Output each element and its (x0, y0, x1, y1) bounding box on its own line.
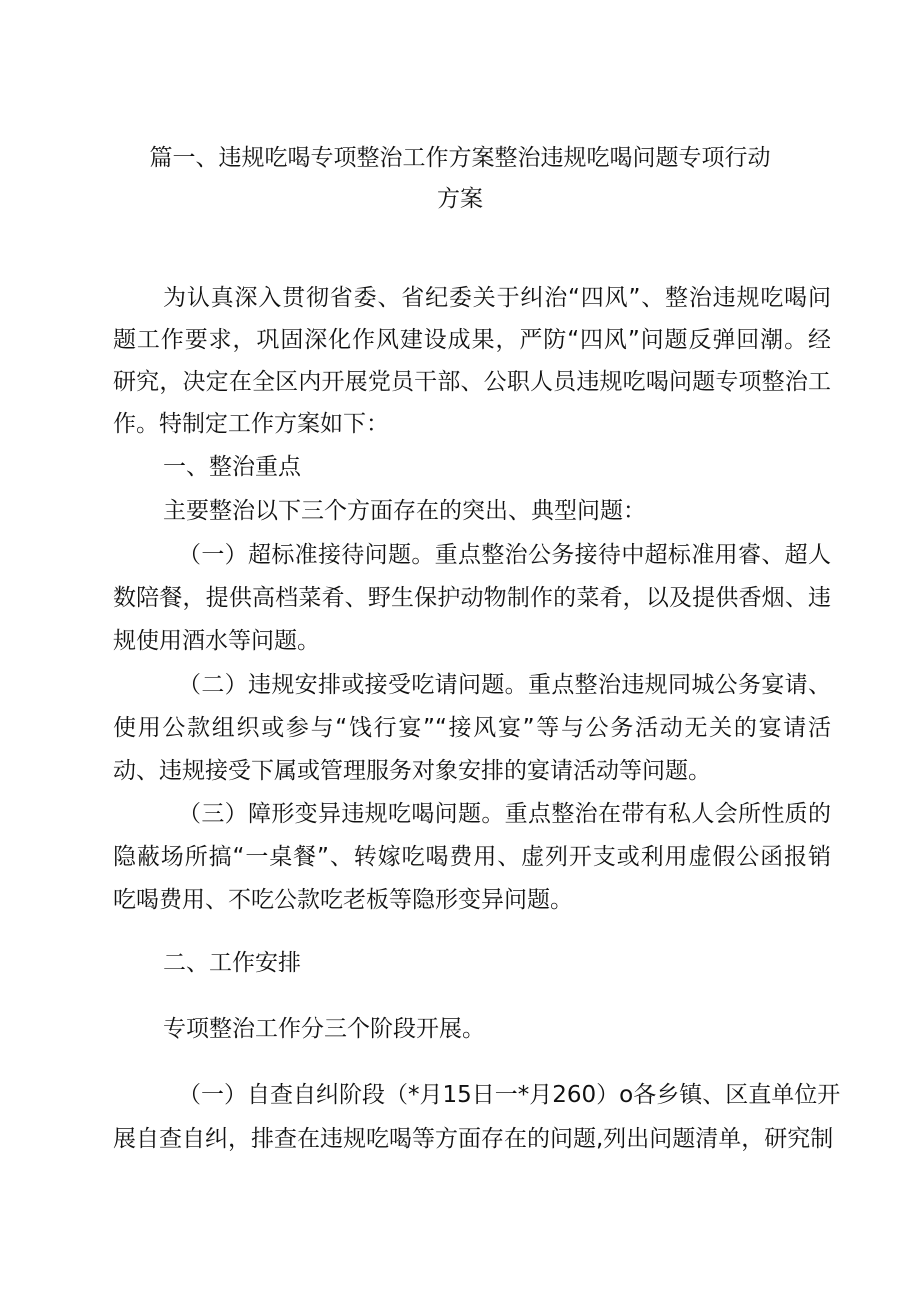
paragraph-line: （一）超标准接待问题。重点整治公务接待中超标准用睿、超人 (178, 542, 831, 568)
section-heading: 一、整治重点 (163, 454, 301, 480)
paragraph-line: 数陪餐，提供高档菜肴、野生保护动物制作的菜肴，以及提供香烟、违 (113, 585, 831, 611)
paragraph-line: 吃喝费用、不吃公款吃老板等隐形变异问题。 (113, 887, 573, 913)
paragraph-line: 动、违规接受下属或管理服务对象安排的宴请活动等问题。 (113, 758, 711, 784)
paragraph-line: 研究，决定在全区内开展党员干部、公职人员违规吃喝问题专项整治工 (113, 369, 831, 395)
paragraph-line: 主要整治以下三个方面存在的突出、典型问题： (163, 498, 646, 524)
paragraph-line: 隐蔽场所搞“一桌餐”、转嫁吃喝费用、虚列开支或利用虚假公函报销 (113, 844, 831, 870)
document-title-line-2: 方案 (437, 186, 483, 212)
paragraph-line: 为认真深入贯彻省委、省纪委关于纠治“四风”、整治违规吃喝问 (163, 285, 831, 311)
paragraph-line: 专项整治工作分三个阶段开展。 (163, 1016, 485, 1042)
paragraph-line: （三）障形变异违规吃喝问题。重点整治在带有私人会所性质的 (178, 801, 831, 827)
paragraph-line: 题工作要求，巩固深化作风建设成果，严防“四风”问题反弹回潮。经 (113, 327, 831, 353)
section-heading: 二、工作安排 (163, 950, 301, 976)
paragraph-line: 规使用酒水等问题。 (113, 628, 320, 654)
paragraph-line: （一）自查自纠阶段（*月15日一*月260）o各乡镇、区直单位开 (178, 1082, 841, 1108)
paragraph-line: 使用公款组织或参与“饯行宴”“接风宴”等与公务活动无关的宴请活 (113, 715, 831, 741)
paragraph-line: 展自查自纠，排查在违规吃喝等方面存在的问题,列出问题清单，研究制 (113, 1126, 834, 1152)
document-title-line-1: 篇一、违规吃喝专项整治工作方案整治违规吃喝问题专项行动 (149, 145, 771, 171)
paragraph-line: （二）违规安排或接受吃请问题。重点整治违规同城公务宴请、 (178, 672, 831, 698)
paragraph-line: 作。特制定工作方案如下： (113, 411, 389, 437)
